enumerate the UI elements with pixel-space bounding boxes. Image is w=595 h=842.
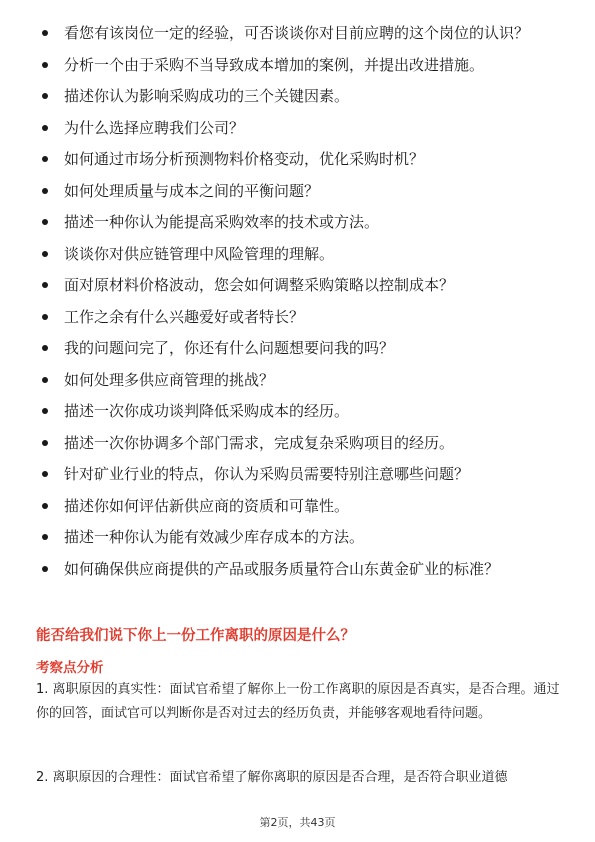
list-item <box>40 558 560 580</box>
question-text: 针对矿业行业的特点，你认为采购员需要特别注意哪些问题？ <box>64 465 470 483</box>
list-item <box>40 495 560 517</box>
bullet-icon <box>42 62 48 68</box>
bullet-icon <box>42 125 48 131</box>
question-text: 如何通过市场分析预测物料价格变动，优化采购时机？ <box>64 150 425 168</box>
bullet-icon <box>42 156 48 162</box>
bullet-icon <box>42 93 48 99</box>
bullet-icon <box>42 30 48 36</box>
question-text: 我的问题问完了，你还有什么问题想要问我的吗？ <box>64 339 395 357</box>
list-item <box>40 369 560 391</box>
list-item <box>40 180 560 202</box>
list-item <box>40 243 560 265</box>
analysis-paragraph-1: 1. 离职原因的真实性：面试官希望了解你上一份工作离职的原因是否真实，是否合理。通过你的回答，面试官可以判断你是否对过去的经历负责，并能够客观地看待问题。 <box>36 682 560 721</box>
list-item <box>40 432 560 454</box>
bullet-icon <box>42 282 48 288</box>
bullet-icon <box>42 440 48 446</box>
bullet-icon <box>42 377 48 383</box>
list-item <box>40 85 560 107</box>
question-text: 谈谈你对供应链管理中风险管理的理解。 <box>64 244 335 263</box>
bullet-icon <box>42 314 48 320</box>
list-item <box>40 274 560 296</box>
analysis-paragraph-2: 2. 离职原因的合理性：面试官希望了解你离职的原因是否合理，是否符合职业道德 <box>36 770 508 785</box>
question-text: 分析一个由于采购不当导致成本增加的案例，并提出改进措施。 <box>64 55 485 74</box>
section-subheading: 考察点分析 <box>36 660 104 676</box>
list-item <box>40 22 560 44</box>
question-text: 如何确保供应商提供的产品或服务质量符合山东黄金矿业的标准？ <box>64 559 500 578</box>
list-item <box>40 526 560 548</box>
question-text: 描述一种你认为能提高采购效率的技术或方法。 <box>64 213 380 231</box>
list-item <box>40 337 560 359</box>
question-text: 描述你认为影响采购成功的三个关键因素。 <box>64 87 350 105</box>
list-item <box>40 306 560 328</box>
page-number: 第2页，共43页 <box>259 816 336 829</box>
question-text: 如何处理质量与成本之间的平衡问题？ <box>64 181 320 200</box>
bullet-icon <box>42 566 48 572</box>
bullet-icon <box>42 503 48 509</box>
bullet-icon <box>42 219 48 225</box>
question-text: 面对原材料价格波动，您会如何调整采购策略以控制成本？ <box>64 276 455 294</box>
question-text: 描述一次你协调多个部门需求，完成复杂采购项目的经历。 <box>64 433 455 452</box>
question-text: 描述你如何评估新供应商的资质和可靠性。 <box>64 496 350 515</box>
list-item <box>40 117 560 139</box>
question-text: 如何处理多供应商管理的挑战？ <box>64 370 275 389</box>
list-item <box>40 211 560 233</box>
list-item <box>40 463 560 485</box>
section-title: 能否给我们说下你上一份工作离职的原因是什么？ <box>36 628 355 644</box>
question-text: 看您有该岗位一定的经验，可否谈谈你对目前应聘的这个岗位的认识？ <box>64 24 530 42</box>
bullet-icon <box>42 471 48 477</box>
bullet-icon <box>42 534 48 540</box>
bullet-icon <box>42 345 48 351</box>
bullet-icon <box>42 188 48 194</box>
question-text: 为什么选择应聘我们公司？ <box>64 118 245 137</box>
question-text: 描述一种你认为能有效减少库存成本的方法。 <box>64 528 365 546</box>
question-text: 描述一次你成功谈判降低采购成本的经历。 <box>64 402 350 420</box>
question-text: 工作之余有什么兴趣爱好或者特长？ <box>64 307 305 326</box>
list-item <box>40 54 560 76</box>
list-item <box>40 148 560 170</box>
list-item <box>40 400 560 422</box>
bullet-icon <box>42 251 48 257</box>
bullet-icon <box>42 408 48 414</box>
question-list <box>40 22 560 589</box>
